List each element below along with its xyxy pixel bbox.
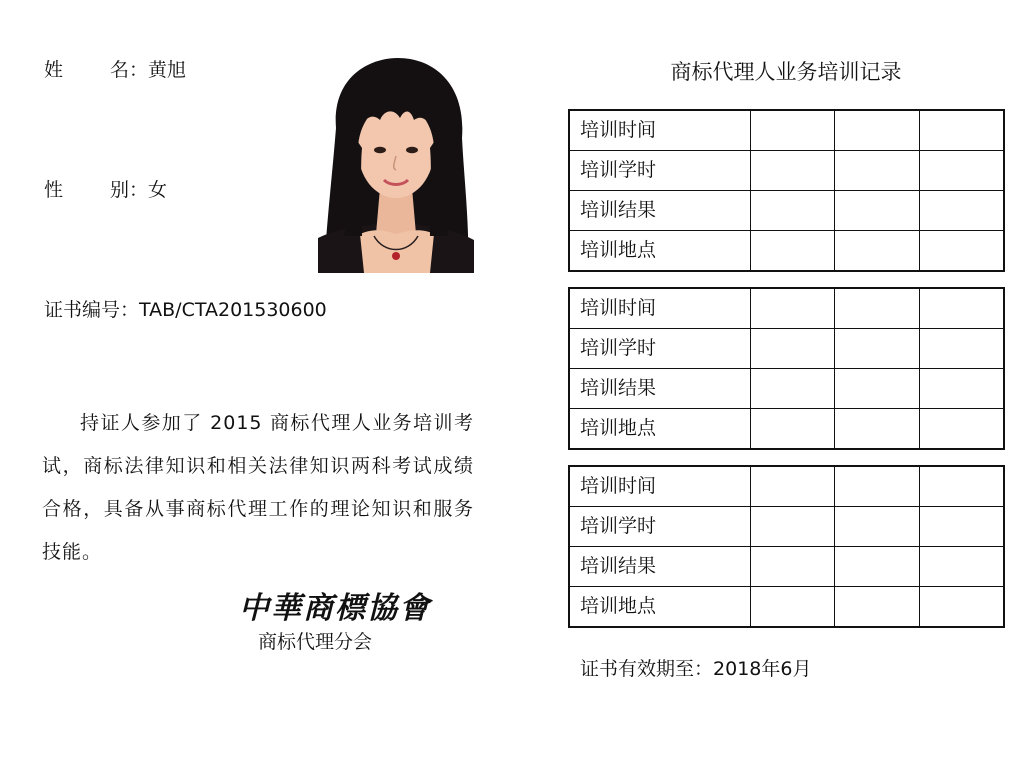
- table-row: [569, 151, 1004, 191]
- table-row: [569, 587, 1004, 628]
- row-label-training-result: 培训结果: [569, 191, 750, 231]
- gender-label-2: 别：: [110, 179, 149, 201]
- record-cell: [835, 110, 919, 151]
- record-cell: [750, 231, 834, 272]
- name-label-2: 名：: [110, 59, 149, 81]
- record-cell: [835, 151, 919, 191]
- record-cell: [750, 288, 834, 329]
- validity-label: 证书有效期至：: [580, 658, 714, 680]
- table-row: [569, 369, 1004, 409]
- training-record-group-2: [568, 287, 1005, 450]
- table-row: [569, 191, 1004, 231]
- record-cell: [750, 329, 834, 369]
- row-label-training-hours: 培训学时: [569, 151, 750, 191]
- table-row: [569, 288, 1004, 329]
- record-cell: [835, 288, 919, 329]
- statement-paragraph: 持证人参加了 2015 商标代理人业务培训考试，商标法律知识和相关法律知识两科考试成绩合格，具备从事商标代理工作的理论知识和服务技能。: [42, 412, 474, 563]
- record-cell: [835, 547, 919, 587]
- validity-field: [580, 656, 811, 682]
- record-cell: [919, 329, 1004, 369]
- record-cell: [835, 191, 919, 231]
- training-record-title: 商标代理人业务培训记录: [670, 60, 902, 84]
- training-record-group-1: [568, 109, 1005, 272]
- record-cell: [919, 151, 1004, 191]
- record-cell: [750, 110, 834, 151]
- record-cell: [750, 466, 834, 507]
- issuer-branch: 商标代理分会: [258, 631, 373, 653]
- table-row: [569, 110, 1004, 151]
- record-cell: [835, 587, 919, 628]
- record-cell: [919, 369, 1004, 409]
- certificate-number-field: [44, 298, 327, 322]
- table-row: [569, 507, 1004, 547]
- row-label-training-time: 培训时间: [569, 466, 750, 507]
- record-cell: [919, 409, 1004, 450]
- record-cell: [919, 466, 1004, 507]
- record-cell: [835, 507, 919, 547]
- record-cell: [750, 547, 834, 587]
- record-cell: [919, 288, 1004, 329]
- row-label-training-time: 培训时间: [569, 288, 750, 329]
- record-cell: [919, 110, 1004, 151]
- record-cell: [750, 191, 834, 231]
- row-label-training-result: 培训结果: [569, 369, 750, 409]
- holder-photo: [318, 58, 474, 273]
- association-calligraphy-text: 中華商標協會: [239, 591, 431, 626]
- record-cell: [919, 231, 1004, 272]
- certificate-number-value: TAB/CTA201530600: [139, 299, 327, 321]
- record-cell: [919, 547, 1004, 587]
- row-label-training-location: 培训地点: [569, 231, 750, 272]
- table-row: [569, 231, 1004, 272]
- record-cell: [835, 329, 919, 369]
- validity-value: 2018年6月: [713, 658, 812, 680]
- name-label-1: 姓: [44, 59, 64, 81]
- table-row: [569, 466, 1004, 507]
- record-cell: [919, 507, 1004, 547]
- name-value: 黄旭: [148, 59, 187, 81]
- table-row: [569, 329, 1004, 369]
- record-cell: [750, 587, 834, 628]
- record-cell: [835, 466, 919, 507]
- row-label-training-location: 培训地点: [569, 409, 750, 450]
- gender-value: 女: [148, 179, 168, 201]
- training-record-group-3: [568, 465, 1005, 628]
- record-cell: [835, 369, 919, 409]
- table-row: [569, 547, 1004, 587]
- row-label-training-result: 培训结果: [569, 547, 750, 587]
- name-field: [44, 58, 186, 82]
- record-cell: [919, 191, 1004, 231]
- record-cell: [835, 231, 919, 272]
- record-cell: [750, 409, 834, 450]
- record-cell: [919, 587, 1004, 628]
- table-row: [569, 409, 1004, 450]
- gender-label-1: 性: [44, 179, 64, 201]
- certificate-number-label: 证书编号：: [44, 299, 140, 321]
- row-label-training-hours: 培训学时: [569, 329, 750, 369]
- record-cell: [750, 369, 834, 409]
- record-cell: [835, 409, 919, 450]
- record-cell: [750, 507, 834, 547]
- row-label-training-time: 培训时间: [569, 110, 750, 151]
- row-label-training-location: 培训地点: [569, 587, 750, 628]
- row-label-training-hours: 培训学时: [569, 507, 750, 547]
- association-calligraphy-logo: [200, 586, 470, 626]
- record-cell: [750, 151, 834, 191]
- gender-field: [44, 178, 167, 202]
